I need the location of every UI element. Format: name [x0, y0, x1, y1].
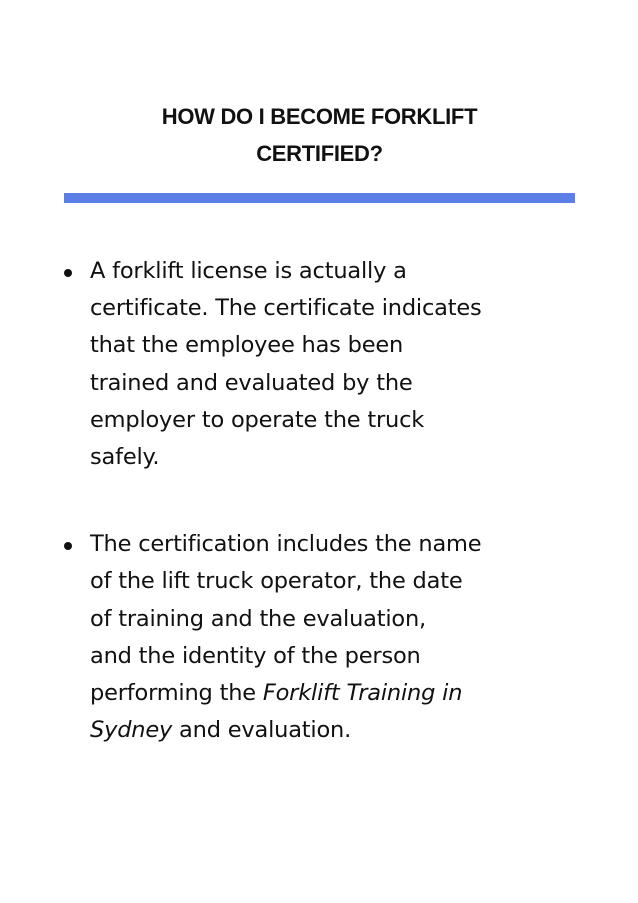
italic-phrase: Sydney — [90, 717, 173, 744]
text-line: A forklift license is actually a — [90, 258, 407, 284]
bullet-dot-icon — [64, 542, 72, 550]
text-line: that the employee has been — [90, 332, 404, 359]
text-line: The certification includes the name — [90, 531, 482, 558]
text-line: and the identity of the person — [90, 642, 421, 669]
text-line: employer to operate the truck — [90, 406, 425, 433]
text-line: trained and evaluated by the — [90, 369, 413, 396]
text-line: of the lift truck operator, the date — [90, 568, 463, 595]
text-line: certificate. The certificate indicates — [90, 295, 482, 322]
italic-phrase: Forklift Training in — [262, 680, 463, 707]
text-line: of training and the evaluation, — [90, 605, 427, 632]
text-segment: and evaluation. — [172, 717, 352, 744]
bullet-dot-icon — [64, 269, 72, 277]
title-line-1: HOW DO I BECOME FORKLIFT — [161, 104, 478, 129]
text-line: safely. — [90, 444, 160, 471]
list-item — [64, 253, 594, 476]
bullet-list — [64, 253, 594, 749]
page-title — [64, 98, 575, 172]
divider-bar — [64, 193, 575, 203]
text-line — [90, 712, 594, 749]
text-line — [90, 675, 594, 712]
list-item — [64, 526, 594, 749]
title-line-2: CERTIFIED? — [256, 141, 383, 166]
text-segment: performing the — [90, 680, 263, 707]
